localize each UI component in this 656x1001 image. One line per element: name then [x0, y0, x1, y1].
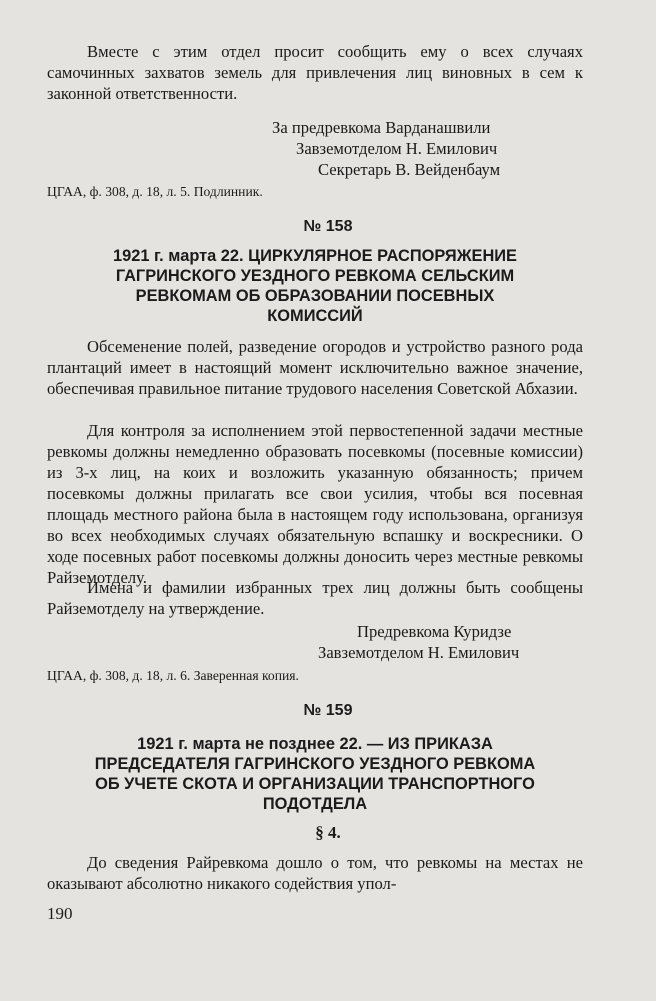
page-number: 190 [47, 904, 73, 923]
doc159-title-line-3: ОБ УЧЕТЕ СКОТА И ОРГАНИЗАЦИИ ТРАНСПОРТНОГО [95, 775, 535, 793]
doc159-number: № 159 [303, 702, 353, 719]
doc159-section-mark: § 4. [315, 823, 341, 842]
doc158-title-line-1: 1921 г. марта 22. ЦИРКУЛЯРНОЕ РАСПОРЯЖЕНИЕ [112, 247, 517, 265]
doc158-paragraph-2: Для контроля за исполнением этой первостепенной задачи местные ревкомы должны немедленно образовать посевкомы (посевные комиссии) из 3-х лиц, на коих и возложить указанную обязанность; причем посевкомы должны прилагать все свои усилия, чтобы вся посевная площадь местного района была в настоящем году использована, организуя во всех необходимых случаях обязательную вспашку и воскресники. О ходе посевных работ посевкомы должны доносить через местные ревкомы Райземотделу. [47, 421, 583, 587]
doc158-title-line-2: ГАГРИНСКОГО УЕЗДНОГО РЕВКОМА СЕЛЬСКИМ [115, 267, 515, 285]
doc157-closing-paragraph: Вместе с этим отдел просит сообщить ему о всех случаях самочинных захватов земель для привлечения лиц виновных в сем к законной ответственности. [47, 42, 583, 103]
doc158-signature-2: Завземотделом Н. Емилович [318, 643, 520, 662]
doc158-paragraph-3: Имена и фамилии избранных трех лиц должны быть сообщены Райземотделу на утверждение. [47, 578, 583, 618]
doc157-signature-3: Секретарь В. Вейденбаум [318, 160, 501, 179]
doc159-title [47, 734, 583, 814]
doc158-signature-1: Предревкома Куридзе [357, 622, 512, 641]
doc159-title-line-1: 1921 г. марта не позднее 22. — ИЗ ПРИКАЗА [137, 735, 493, 753]
doc158-number: № 158 [303, 218, 353, 235]
doc158-archive-source: ЦГАА, ф. 308, д. 18, л. 6. Заверенная копия. [47, 668, 299, 683]
doc159-paragraph: До сведения Райревкома дошло о том, что ревкомы на местах не оказывают абсолютно никакого содействия упол- [47, 853, 583, 893]
doc158-title [47, 246, 583, 326]
doc157-archive-source: ЦГАА, ф. 308, д. 18, л. 5. Подлинник. [47, 184, 263, 199]
doc157-signature-1: За предревкома Варданашвили [272, 118, 491, 137]
doc158-title-line-3: РЕВКОМАМ ОБ ОБРАЗОВАНИИ ПОСЕВНЫХ [135, 287, 495, 305]
doc157-signature-2: Завземотделом Н. Емилович [296, 139, 498, 158]
doc159-title-line-4: ПОДОТДЕЛА [262, 795, 368, 813]
doc158-paragraph-1: Обсеменение полей, разведение огородов и устройство разного рода плантаций имеет в настоящий момент исключительно важное значение, обеспечивая правильное питание трудового населения Советской Абхазии. [47, 337, 583, 398]
doc159-title-line-2: ПРЕДСЕДАТЕЛЯ ГАГРИНСКОГО УЕЗДНОГО РЕВКОМА [94, 755, 536, 773]
doc158-title-line-4: КОМИССИЙ [267, 307, 363, 325]
